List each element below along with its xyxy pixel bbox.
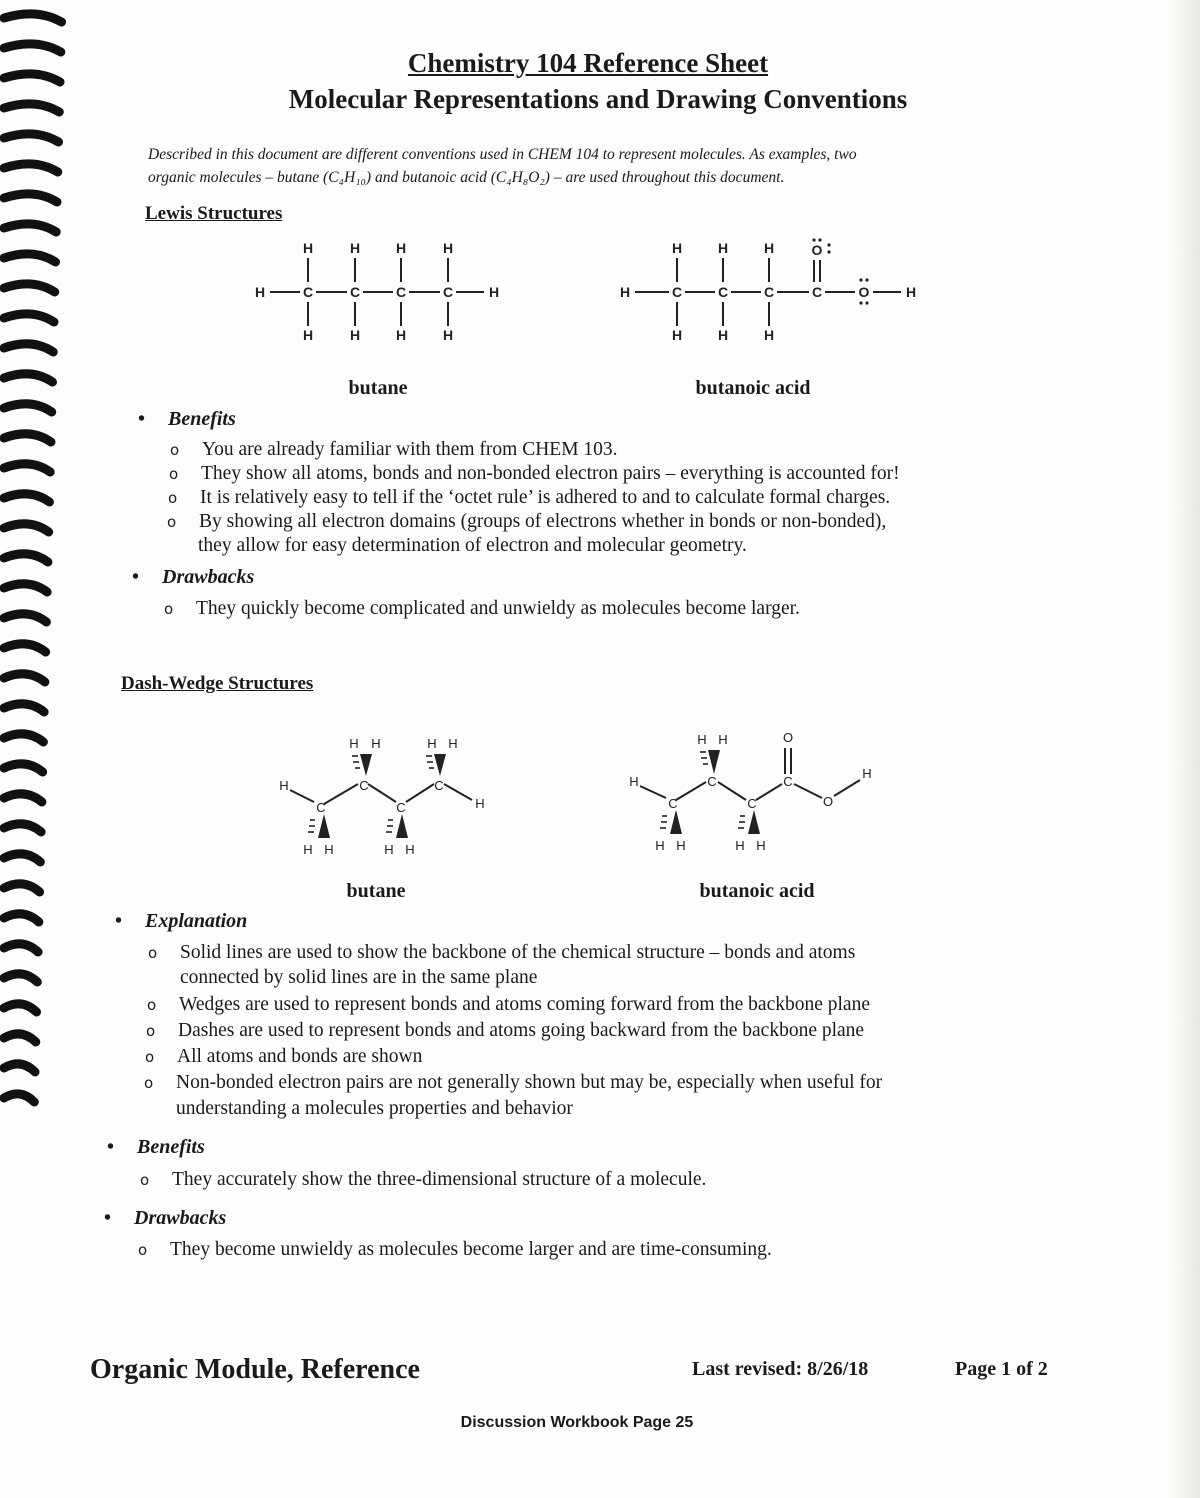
atom-c: C xyxy=(359,778,369,793)
dashwedge-explanation-item: o Non-bonded electron pairs are not generally shown but may be, especially when useful for xyxy=(144,1072,883,1093)
dashwedge-butane-caption: butane xyxy=(346,880,406,902)
binding-coil xyxy=(4,794,42,802)
atom-c: C xyxy=(707,774,717,789)
binding-coil xyxy=(4,464,50,472)
workbook-page-label: Discussion Workbook Page 25 xyxy=(460,1414,694,1431)
atom-c: C xyxy=(668,796,678,811)
binding-coil xyxy=(4,764,43,772)
intro-line-1: Described in this document are different conventions used in CHEM 104 to represent molecules. As examples, two xyxy=(148,146,857,163)
atom-h: H xyxy=(756,838,766,853)
lewis-benefit-item: o They show all atoms, bonds and non-bonded electron pairs – everything is accounted for! xyxy=(169,463,900,484)
binding-coil xyxy=(4,494,49,502)
intro-paragraph xyxy=(148,143,1048,189)
dashwedge-explanation-item-continued: connected by solid lines are in the same plane xyxy=(180,967,538,988)
dashwedge-butanoic-acid-structure xyxy=(622,722,882,862)
binding-coil xyxy=(4,614,46,622)
atom-c: C xyxy=(395,284,407,300)
binding-coil xyxy=(4,854,40,862)
atom-h: H xyxy=(655,838,665,853)
atom-h: H xyxy=(442,327,454,343)
atom-o: O xyxy=(858,284,870,300)
atom-h: H xyxy=(395,327,407,343)
lewis-benefit-item: o By showing all electron domains (groups of electrons whether in bonds or non-bonded), xyxy=(167,511,887,532)
binding-coil xyxy=(4,674,45,682)
atom-h: H xyxy=(442,240,454,256)
atom-c: C xyxy=(671,284,683,300)
binding-coil xyxy=(4,704,44,712)
atom-c: C xyxy=(442,284,454,300)
binding-coil xyxy=(4,1004,37,1012)
atom-c: C xyxy=(763,284,775,300)
dashwedge-acid-caption: butanoic acid xyxy=(699,880,815,902)
binding-coil xyxy=(4,14,62,22)
binding-coil xyxy=(4,224,56,232)
lewis-drawback-item: o They quickly become complicated and unwieldy as molecules become larger. xyxy=(164,598,800,619)
dashwedge-drawback-item: o They become unwieldy as molecules become larger and are time-consuming. xyxy=(138,1239,772,1260)
dashwedge-butane-structure xyxy=(272,728,502,868)
binding-coil xyxy=(4,164,58,172)
binding-coil xyxy=(4,554,48,562)
lewis-benefit-item: o You are already familiar with them from CHEM 103. xyxy=(170,439,618,460)
atom-h: H xyxy=(862,766,872,781)
footer-page-number: Page 1 of 2 xyxy=(955,1358,1048,1380)
atom-h: H xyxy=(405,842,415,857)
binding-coil xyxy=(4,824,41,832)
binding-coil xyxy=(4,944,38,952)
dashwedge-explanation-item: o Dashes are used to represent bonds and atoms going backward from the backbone plane xyxy=(146,1020,865,1041)
binding-coil xyxy=(4,1094,34,1102)
atom-c: C xyxy=(316,800,326,815)
binding-coil xyxy=(4,584,47,592)
binding-coil xyxy=(4,914,39,922)
atom-c: C xyxy=(783,774,793,789)
atom-h: H xyxy=(427,736,437,751)
binding-coil xyxy=(4,284,55,292)
atom-h: H xyxy=(448,736,458,751)
binding-coil xyxy=(4,974,37,982)
lewis-benefits-label: • Benefits xyxy=(138,408,236,430)
dashwedge-benefit-item: o They accurately show the three-dimensional structure of a molecule. xyxy=(140,1169,707,1190)
atom-c: C xyxy=(434,778,444,793)
binding-coil xyxy=(4,134,59,142)
dashwedge-explanation-item: o Solid lines are used to show the backbone of the chemical structure – bonds and atoms xyxy=(148,942,856,963)
atom-h: H xyxy=(302,240,314,256)
atom-h: H xyxy=(717,327,729,343)
lewis-heading: Lewis Structures xyxy=(145,203,283,224)
binding-coil xyxy=(4,404,52,412)
atom-h: H xyxy=(302,327,314,343)
bullet-glyph: • xyxy=(138,408,146,430)
atom-h: H xyxy=(619,284,631,300)
dashwedge-explanation-item: o Wedges are used to represent bonds and atoms coming forward from the backbone plane xyxy=(147,994,870,1015)
atom-o: O xyxy=(822,794,834,809)
lewis-butane-caption: butane xyxy=(348,377,408,399)
atom-h: H xyxy=(395,240,407,256)
dashwedge-explanation-item-continued: understanding a molecules properties and behavior xyxy=(176,1098,573,1119)
atom-h: H xyxy=(384,842,394,857)
atom-h: H xyxy=(676,838,686,853)
atom-h: H xyxy=(629,774,639,789)
atom-h: H xyxy=(349,240,361,256)
atom-h: H xyxy=(279,778,289,793)
dashwedge-explanation-label: • Explanation xyxy=(115,910,248,932)
atom-c: C xyxy=(396,800,406,815)
binding-coil xyxy=(4,1064,35,1072)
atom-h: H xyxy=(349,327,361,343)
footer-module-title: Organic Module, Reference xyxy=(90,1354,420,1385)
atom-h: H xyxy=(671,327,683,343)
atom-c: C xyxy=(302,284,314,300)
atom-c: C xyxy=(747,796,757,811)
atom-h: H xyxy=(475,796,485,811)
lewis-acid-caption: butanoic acid xyxy=(695,377,811,399)
binding-coil xyxy=(4,434,51,442)
atom-h: H xyxy=(905,284,917,300)
atom-h: H xyxy=(324,842,334,857)
page-subtitle: Molecular Representations and Drawing Conventions xyxy=(288,84,908,114)
binding-coil xyxy=(4,314,54,322)
binding-coil xyxy=(4,194,57,202)
dashwedge-benefits-label: • Benefits xyxy=(107,1136,205,1158)
atom-h: H xyxy=(763,327,775,343)
atom-h: H xyxy=(303,842,313,857)
binding-coil xyxy=(4,344,53,352)
lewis-butanoic-acid-structure xyxy=(615,236,925,353)
atom-c: C xyxy=(349,284,361,300)
dashwedge-drawbacks-label: • Drawbacks xyxy=(104,1207,227,1229)
atom-h: H xyxy=(488,284,500,300)
atom-h: H xyxy=(763,240,775,256)
lewis-drawbacks-label: • Drawbacks xyxy=(132,566,255,588)
atom-h: H xyxy=(671,240,683,256)
atom-h: H xyxy=(371,736,381,751)
atom-c: C xyxy=(811,284,823,300)
spiral-binding xyxy=(0,0,70,1498)
binding-coil xyxy=(4,884,40,892)
atom-o: O xyxy=(782,730,794,745)
binding-coil xyxy=(4,734,43,742)
atom-c: C xyxy=(717,284,729,300)
binding-coil xyxy=(4,254,55,262)
atom-h: H xyxy=(697,732,707,747)
atom-h: H xyxy=(735,838,745,853)
atom-h: H xyxy=(717,240,729,256)
intro-line-2: organic molecules – butane (C₄H₁₀) and butanoic acid (C₄H₈O₂) – are used throughout this document. xyxy=(148,169,785,186)
binding-coil xyxy=(4,524,49,532)
atom-o: O xyxy=(811,242,823,258)
atom-h: H xyxy=(718,732,728,747)
footer-last-revised: Last revised: 8/26/18 xyxy=(692,1358,869,1380)
binding-coil xyxy=(4,1034,36,1042)
binding-coil xyxy=(4,644,46,652)
dashwedge-explanation-item: o All atoms and bonds are shown xyxy=(145,1046,423,1067)
lewis-benefit-item: o It is relatively easy to tell if the ‘octet rule’ is adhered to and to calculate formal charges. xyxy=(168,487,891,508)
binding-coil xyxy=(4,374,52,382)
dashwedge-heading: Dash-Wedge Structures xyxy=(121,673,314,694)
lewis-benefit-item-continued: they allow for easy determination of electron and molecular geometry. xyxy=(198,535,747,556)
atom-h: H xyxy=(254,284,266,300)
lewis-butane-structure xyxy=(250,236,510,353)
page-edge xyxy=(1170,0,1200,1498)
atom-h: H xyxy=(349,736,359,751)
page-title: Chemistry 104 Reference Sheet xyxy=(407,48,769,78)
